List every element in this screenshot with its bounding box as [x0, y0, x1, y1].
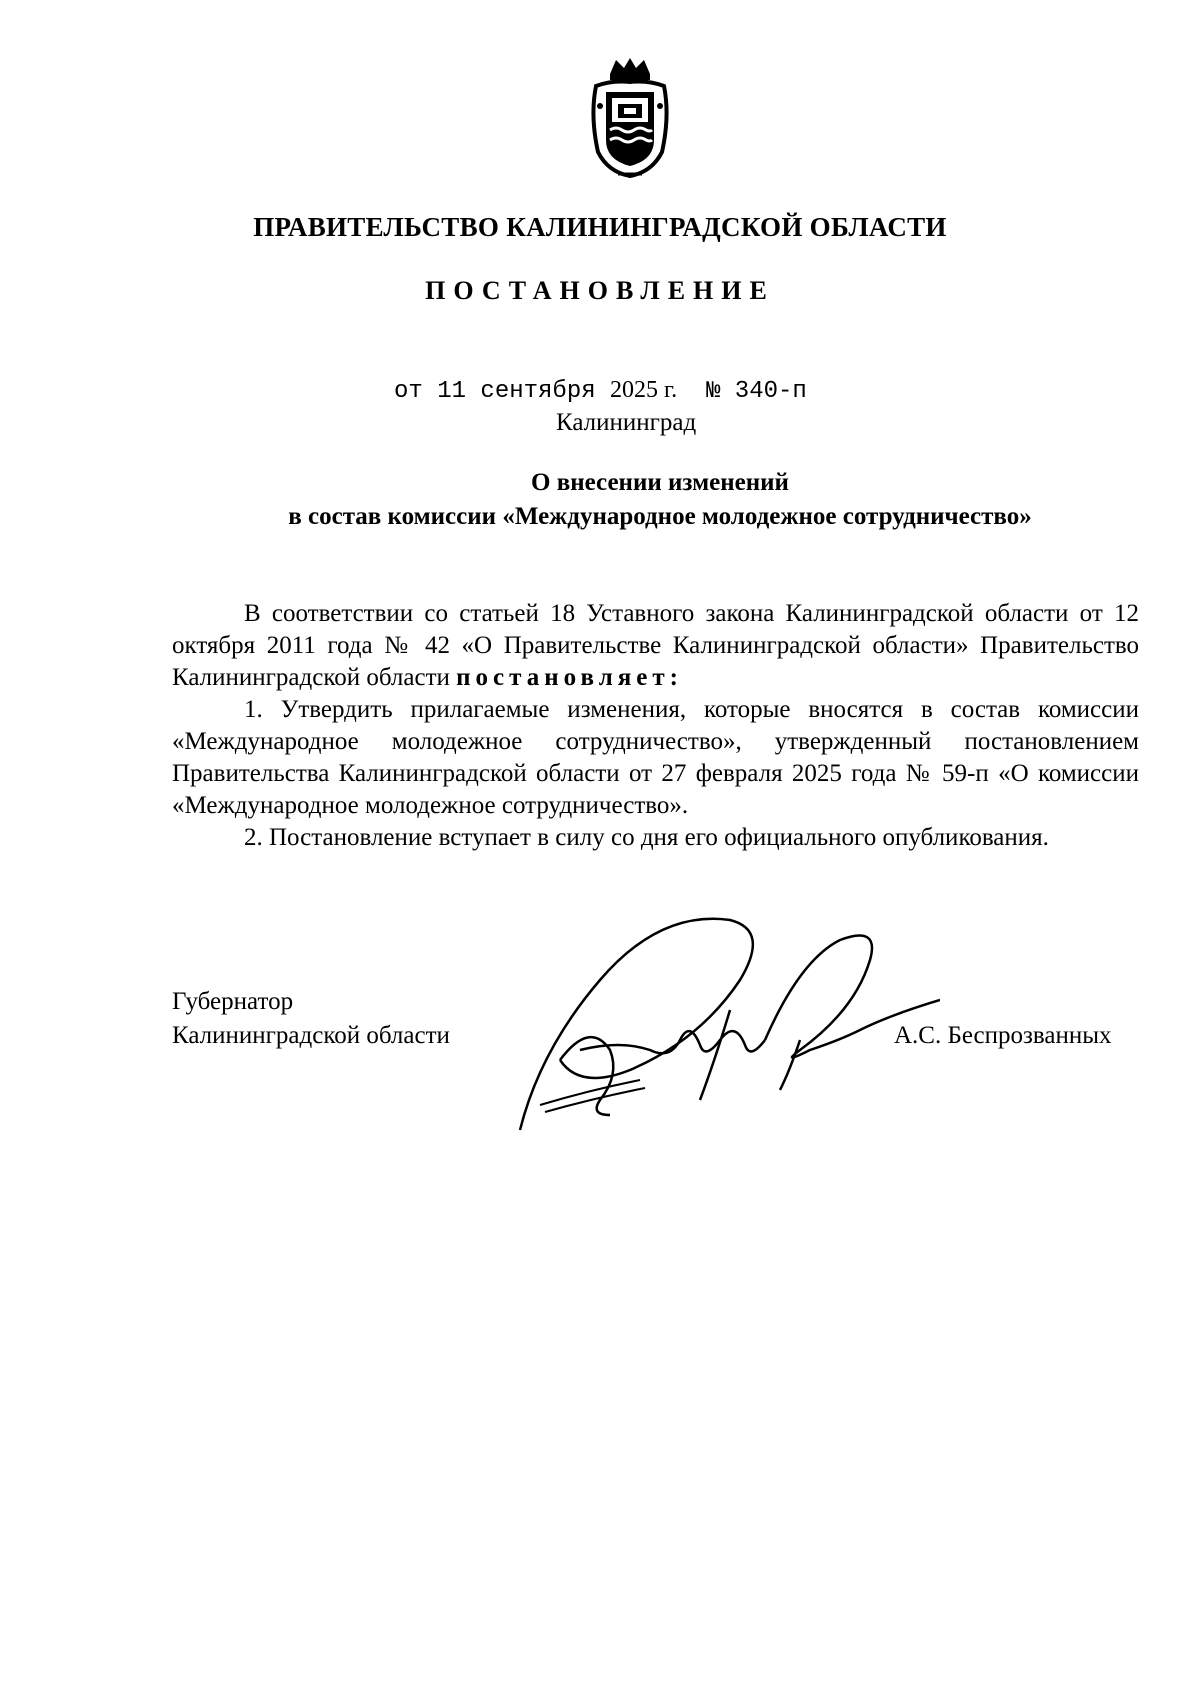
signatory-name: А.С. Беспрозванных: [894, 1022, 1112, 1049]
document-date-prefix: от 11 сентября: [394, 378, 611, 405]
signatory-title-line-1: Губернатор: [172, 988, 294, 1015]
item-2-paragraph: 2. Постановление вступает в силу со дня его официального опубликования.: [244, 824, 1049, 851]
signatory-title: [172, 985, 450, 1053]
preamble-paragraph: [172, 598, 1139, 694]
document-city: Калининград: [556, 409, 697, 436]
document-year: 2025: [610, 377, 659, 403]
document-subject: [150, 466, 1170, 534]
handwritten-signature: [500, 900, 940, 1140]
subject-line-2: в состав комиссии «Международное молодежное сотрудничество»: [288, 503, 1032, 530]
signatory-title-line-2: Калининградской области: [172, 1022, 450, 1049]
document-type: ПОСТАНОВЛЕНИЕ: [425, 276, 775, 305]
decree-word: постановляет:: [456, 664, 683, 691]
organization-name: ПРАВИТЕЛЬСТВО КАЛИНИНГРАДСКОЙ ОБЛАСТИ: [253, 212, 947, 242]
item-1-paragraph: 1. Утвердить прилагаемые изменения, которые вносятся в состав комиссии «Международное молодежное сотрудничество», утвержденный постановлением Правительства Калининградской области от 27 февраля 2025 года № 59-п «О комиссии «Международное молодежное сотрудничество».: [172, 696, 1139, 819]
preamble-text: В соответствии со статьей 18 Уставного закона Калининградской области от 12 октября 2011 года № 42 «О Правительстве Калининградской области» Правительство Калининградской области: [172, 600, 1139, 691]
document-year-suffix: г.: [658, 377, 678, 403]
document-date-number: [394, 377, 807, 405]
document-body: [172, 598, 1139, 854]
document-number: № 340-п: [677, 378, 807, 405]
coat-of-arms-icon: [588, 56, 672, 180]
subject-line-1: О внесении изменений: [531, 469, 789, 496]
